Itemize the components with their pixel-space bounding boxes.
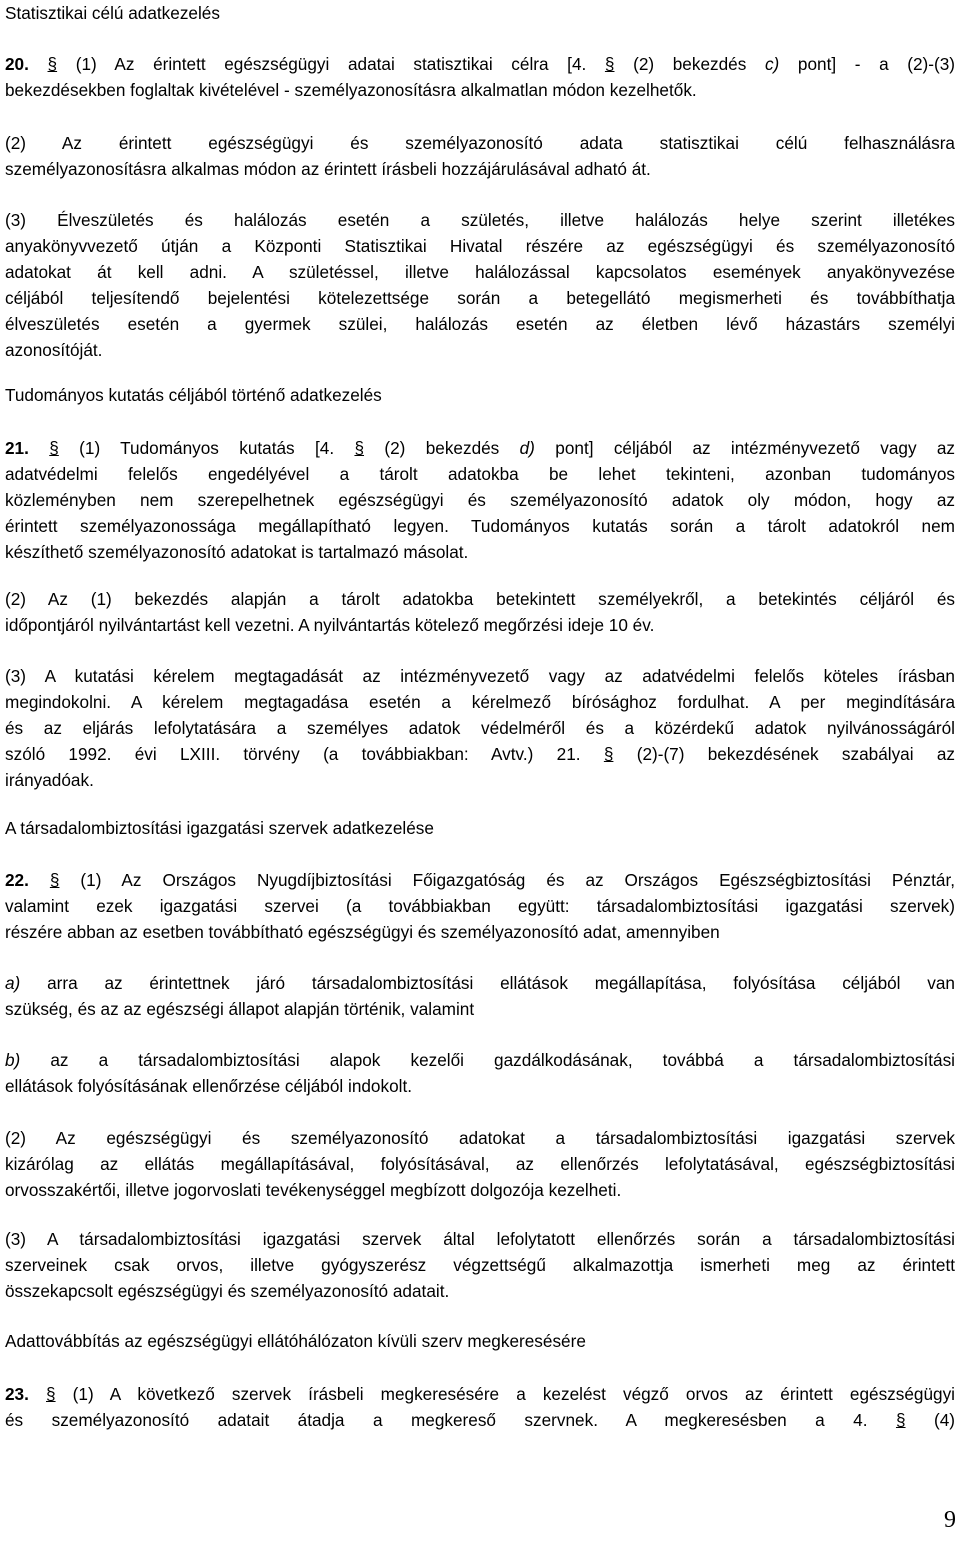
- section-sign: §: [603, 744, 614, 765]
- section-heading-data-transfer: [5, 1328, 955, 1354]
- section-heading-research: [5, 382, 955, 408]
- text: (2) bekezdés: [633, 54, 747, 74]
- text: az a társadalombiztosítási alapok kezelői gazdálkodásának, továbbá a társadalombiztosítási: [50, 1050, 955, 1070]
- paragraph-20-3: [5, 207, 955, 364]
- paragraph-line: közleményben nem szerepelhetnek egészségügyi és személyazonosító adatok oly módon, hogy az: [5, 490, 955, 511]
- paragraph-line: szerveinek csak orvos, illetve gyógyszerész végzettségű alkalmazottja ismerheti meg az érintett: [5, 1255, 955, 1276]
- text: (2)-(7) bekezdésének szabályai az: [636, 744, 955, 765]
- text: szóló 1992. évi LXIII. törvény (a továbbiakban: Avtv.) 21.: [5, 744, 581, 765]
- paragraph-line: [5, 970, 955, 996]
- point-letter: d): [519, 438, 535, 458]
- section-number: 20.: [5, 54, 29, 74]
- text: és személyazonosító adatait átadja a megkereső szervnek. A megkeresésben a 4.: [5, 1410, 868, 1431]
- paragraph-line: [5, 1381, 955, 1407]
- paragraph-line: (2) Az (1) bekezdés alapján a tárolt adatokba betekintett személyekről, a betekintés céljáról és: [5, 589, 955, 609]
- paragraph-20-2: [5, 130, 955, 182]
- paragraph-21-1: [5, 435, 955, 565]
- text: (1) Az érintett egészségügyi adatai statisztikai célra [4.: [75, 54, 587, 74]
- paragraph-22-2: [5, 1125, 955, 1203]
- paragraph-line: és az eljárás lefolytatására a személyes adatok védelméről és a közérdekű adatok nyilvánosságáról: [5, 718, 955, 739]
- paragraph-20-1: [5, 51, 955, 103]
- heading-text: A társadalombiztosítási igazgatási szervek adatkezelése: [5, 818, 434, 838]
- section-sign: §: [895, 1410, 906, 1431]
- paragraph-line: [5, 741, 955, 767]
- paragraph-line: szükség, és az az egészségi állapot alapján történik, valamint: [5, 999, 475, 1020]
- text: arra az érintettnek járó társadalombiztosítási ellátások megállapítása, folyósítása céljából van: [47, 973, 955, 993]
- paragraph-line: [5, 867, 955, 893]
- paragraph-line: (3) Élveszületés és halálozás esetén a születés, illetve halálozás helye szerint illetékes: [5, 210, 955, 230]
- text: (1) Az Országos Nyugdíjbiztosítási Főigazgatóság és az Országos Egészségbiztosítási Pénztár,: [80, 870, 955, 890]
- paragraph-line: készíthető személyazonosító adatokat is tartalmazó másolat.: [5, 542, 469, 563]
- paragraph-line: kizárólag az ellátás megállapításával, folyósításával, az ellenőrzés lefolytatásával, egészségbiztosítási: [5, 1154, 955, 1175]
- section-sign: §: [604, 54, 615, 74]
- paragraph-line: (2) Az érintett egészségügyi és személyazonosító adata statisztikai célú felhasználásra: [5, 133, 955, 153]
- paragraph-line: részére abban az esetben továbbítható egészségügyi és személyazonosító adat, amennyiben: [5, 922, 720, 943]
- point-letter: a): [5, 973, 21, 993]
- text: (4): [933, 1410, 955, 1431]
- paragraph-line: (2) Az egészségügyi és személyazonosító adatokat a társadalombiztosítási igazgatási szervek: [5, 1128, 955, 1148]
- paragraph-line: adatokat át kell adni. A születéssel, illetve halálozással kapcsolatos események anyakönyvezése: [5, 262, 955, 283]
- paragraph-22-b: [5, 1047, 955, 1099]
- paragraph-line: (3) A társadalombiztosítási igazgatási szervek által lefolytatott ellenőrzés során a társadalombiztosítási: [5, 1229, 955, 1249]
- paragraph-line: valamint ezek igazgatási szervei (a továbbiakban együtt: társadalombiztosítási igazgatási szervek): [5, 896, 955, 917]
- paragraph-line: [5, 1407, 955, 1433]
- section-number: 21.: [5, 438, 29, 458]
- paragraph-line: adatvédelmi felelős engedélyével a tárolt adatokba be lehet tekinteni, azonban tudományos: [5, 464, 955, 485]
- section-number: 23.: [5, 1384, 29, 1404]
- paragraph-line: azonosítóját.: [5, 340, 103, 361]
- paragraph-line: orvosszakértői, illetve jogorvoslati tevékenységgel megbízott dolgozója kezelheti.: [5, 1180, 622, 1201]
- paragraph-line: személyazonosításra alkalmas módon az érintett írásbeli hozzájárulásával adható át.: [5, 159, 651, 180]
- page-number: 9: [944, 1507, 956, 1533]
- heading-text: Tudományos kutatás céljából történő adatkezelés: [5, 385, 382, 405]
- paragraph-line: irányadóak.: [5, 770, 94, 791]
- document-page: [5, 0, 955, 1541]
- paragraph-line: [5, 1047, 955, 1073]
- paragraph-line: céljából teljesítendő bejelentési kötelezettsége során a betegellátó megismerheti és továbbíthatja: [5, 288, 955, 309]
- paragraph-line: időpontjáról nyilvántartást kell vezetni. A nyilvántartás kötelező megőrzési ideje 10 év.: [5, 615, 655, 636]
- text: (1) A következő szervek írásbeli megkeresésére a kezelést végző orvos az érintett egészségügyi: [72, 1384, 955, 1404]
- paragraph-22-3: [5, 1226, 955, 1304]
- paragraph-line: anyakönyvvezető útján a Központi Statisztikai Hivatal részére az egészségügyi és személyazonosító: [5, 236, 955, 257]
- paragraph-line: ellátások folyósításának ellenőrzése céljából indokolt.: [5, 1076, 413, 1097]
- section-sign: §: [47, 54, 58, 74]
- paragraph-line: élveszületés esetén a gyermek szülei, halálozás esetén az életben lévő házastárs személyi: [5, 314, 955, 335]
- paragraph-line: érintett személyazonossága megállapítható legyen. Tudományos kutatás során a tárolt adatokról nem: [5, 516, 955, 537]
- paragraph-line: összekapcsolt egészségügyi és személyazonosító adatait.: [5, 1281, 450, 1302]
- section-number: 22.: [5, 870, 29, 890]
- heading-text: Adattovábbítás az egészségügyi ellátóhálózaton kívüli szerv megkeresésére: [5, 1331, 586, 1351]
- paragraph-line: [5, 435, 955, 461]
- paragraph-22-a: [5, 970, 955, 1022]
- heading-text: Statisztikai célú adatkezelés: [5, 3, 220, 23]
- section-sign: §: [354, 438, 365, 458]
- section-sign: §: [46, 1384, 56, 1404]
- section-sign: §: [49, 870, 60, 890]
- paragraph-23-1: [5, 1381, 955, 1433]
- text: (2) bekezdés: [384, 438, 500, 458]
- point-letter: b): [5, 1050, 21, 1070]
- paragraph-21-2: [5, 586, 955, 638]
- paragraph-line: (3) A kutatási kérelem megtagadását az intézményvezető vagy az adatvédelmi felelős köteles írásban: [5, 666, 955, 686]
- text: (1) Tudományos kutatás [4.: [79, 438, 335, 458]
- paragraph-22-1: [5, 867, 955, 945]
- section-heading-social-insurance: [5, 815, 955, 841]
- text: pont] - a (2)-(3): [797, 54, 955, 74]
- section-heading-statistics: [5, 0, 955, 26]
- text: pont] céljából az intézményvezető vagy az: [555, 438, 956, 458]
- paragraph-line: [5, 51, 955, 77]
- paragraph-line: megindokolni. A kérelem megtagadása esetén a kérelmező bírósághoz fordulhat. A per megindítására: [5, 692, 955, 713]
- point-letter: c): [764, 54, 780, 74]
- paragraph-line: bekezdésekben foglaltak kivételével - személyazonosításra alkalmatlan módon kezelhetők.: [5, 80, 697, 101]
- section-sign: §: [49, 438, 59, 458]
- paragraph-21-3: [5, 663, 955, 793]
